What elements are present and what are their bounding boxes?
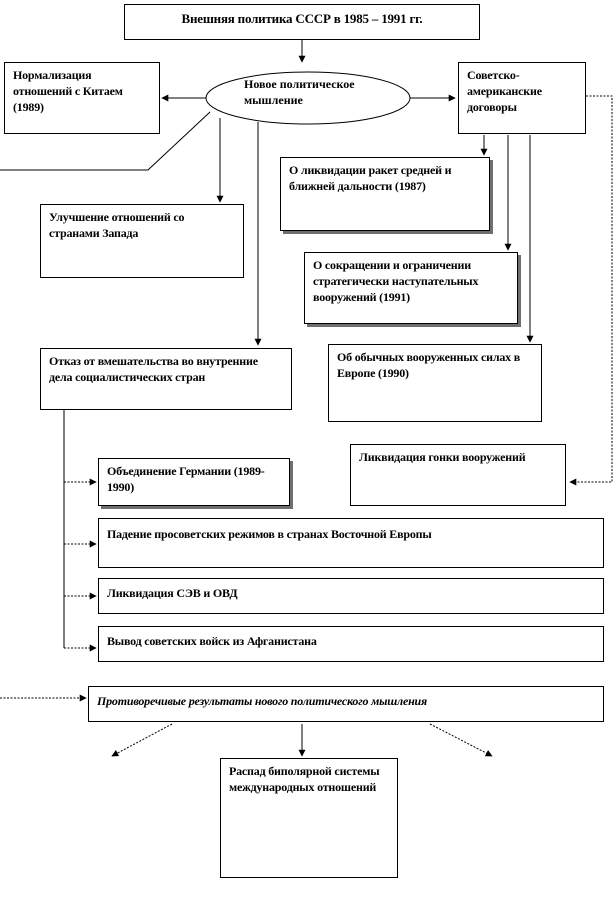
box-arms-race: Ликвидация гонки вооружений bbox=[350, 444, 566, 506]
diagram-title: Внешняя политика СССР в 1985 – 1991 гг. bbox=[124, 4, 480, 40]
box-afghanistan: Вывод советских войск из Афганистана bbox=[98, 626, 604, 662]
box-start-treaty: О сокращении и ограничении стратегически наступательных вооружений (1991) bbox=[304, 252, 518, 324]
ellipse-label: Новое политическое мышление bbox=[244, 77, 355, 107]
box-cmea: Ликвидация СЭВ и ОВД bbox=[98, 578, 604, 614]
box-contradictory-results: Противоречивые результаты нового политического мышления bbox=[88, 686, 604, 722]
arrow-to-arms-race bbox=[570, 96, 612, 482]
box-germany: Объединение Германии (1989-1990) bbox=[98, 458, 290, 506]
box-soviet-us-treaties: Советско-американские договоры bbox=[458, 62, 586, 134]
box-bipolar-collapse: Распад биполярной системы международных отношений bbox=[220, 758, 398, 878]
box-noninterference: Отказ от вмешательства во внутренние дела социалистических стран bbox=[40, 348, 292, 410]
box-inf-treaty: О ликвидации ракет средней и ближней дальности (1987) bbox=[280, 157, 490, 231]
arrow-to-right-outcome bbox=[430, 724, 492, 756]
arrow-to-left-outcome bbox=[112, 724, 172, 756]
box-cfe-treaty: Об обычных вооруженных силах в Европе (1990) bbox=[328, 344, 542, 422]
box-regimes: Падение просоветских режимов в странах Восточной Европы bbox=[98, 518, 604, 568]
box-china: Нормализация отношений с Китаем (1989) bbox=[4, 62, 160, 134]
box-west: Улучшение отношений со странами Запада bbox=[40, 204, 244, 278]
